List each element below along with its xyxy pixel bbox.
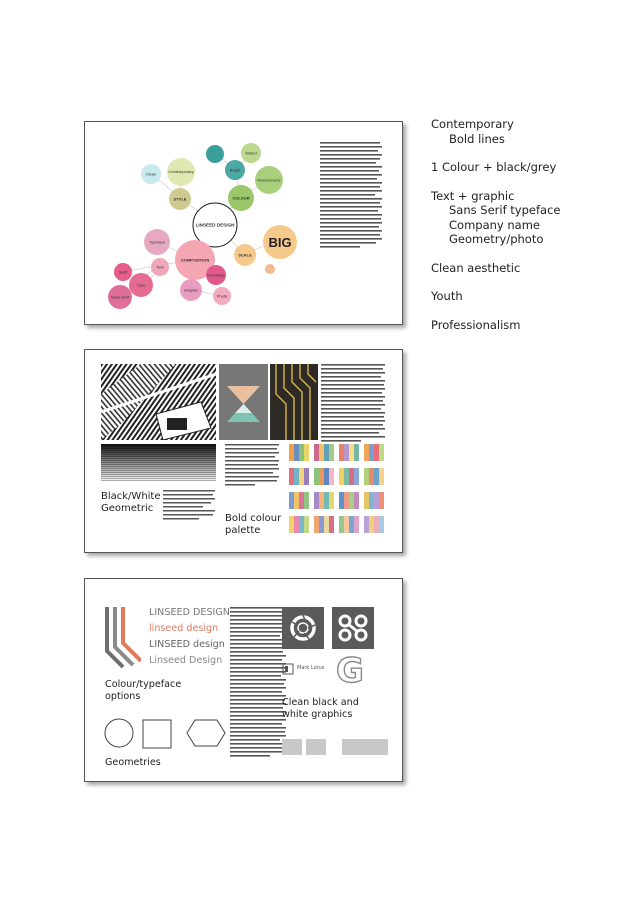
label-center: LINSEED DESIGN [195,222,235,228]
note-company-name: Company name [449,217,540,232]
label-type: Type [136,282,146,288]
moodboard-panel [84,349,403,553]
circuit-image [270,364,318,440]
note-clean: Clean aesthetic [431,260,521,275]
brand-option-3: LINSEED design [149,639,225,650]
g-letter-logo: G [336,651,364,691]
square-shape [143,720,171,748]
bold-lines-motif [101,607,141,669]
label-contemporary: Contemporary [168,169,194,174]
hexagon-shape [187,720,225,746]
bw-caption: Black/White Geometric [101,491,161,514]
brand-option-4: Linseed Design [149,655,223,666]
bold-colour-caption: Bold colour palette [225,513,282,536]
label-big: BIG [268,235,292,250]
body-text-block-5 [230,607,288,767]
label-text: Text [156,264,164,270]
label-sans-serif: Sans Serif [110,294,130,300]
note-text-graphic: Text + graphic [431,188,515,203]
mark-icon [282,663,294,675]
label-style: STYLE [173,196,187,202]
bw-geometric-image [101,364,216,440]
label-colour: COLOUR [232,195,250,201]
label-composition: COMPOSITION [180,257,210,263]
colour-palette-grid [289,444,385,536]
label-graphic: Graphic [183,287,199,293]
label-scale: SCALE [238,252,252,258]
note-colour: 1 Colour + black/grey [431,160,557,174]
brand-options-panel [84,578,403,782]
circle-shape [105,719,133,747]
triangle-image [219,364,268,440]
bw-halftone-image [101,444,216,482]
geometries-caption: Geometries [105,757,161,768]
note-sans-serif: Sans Serif typeface [449,203,561,217]
mindmap-panel [84,121,403,325]
body-text-block [320,142,384,252]
body-text-block-2 [321,364,387,444]
note-geometry: Geometry/photo [449,232,544,246]
geometry-shapes [103,717,233,751]
grey-swatches [282,737,392,757]
label-geometry: Geometry [207,272,225,278]
note-bold-lines: Bold lines [449,131,505,146]
label-muted: Muted [245,150,257,156]
note-contemporary: Contemporary [431,117,514,131]
brand-option-2: linseed design [149,623,219,634]
label-typeface: Typeface [148,239,166,245]
label-serif: Serif [118,269,128,275]
aperture-logo-tile [282,607,324,649]
note-professionalism: Professionalism [431,317,521,332]
label-bright: Bright [229,167,241,173]
node-small [265,264,275,274]
node-teal-1 [206,145,224,163]
clean-graphics-caption: Clean black and white graphics [282,697,359,720]
label-clean: Clean [145,171,157,177]
brief-notes [431,117,631,332]
note-youth: Youth [431,289,463,303]
brand-option-1: LINSEED DESIGN [149,607,230,618]
mark-label: Mark Lotus [297,665,325,671]
label-monochrome: Monochrome [257,177,281,183]
colour-typeface-caption: Colour/typeface options [105,679,182,702]
body-text-block-4 [225,444,281,508]
link-logo-tile [332,607,374,649]
label-photo: Photo [216,293,228,299]
body-text-block-3 [163,490,217,530]
